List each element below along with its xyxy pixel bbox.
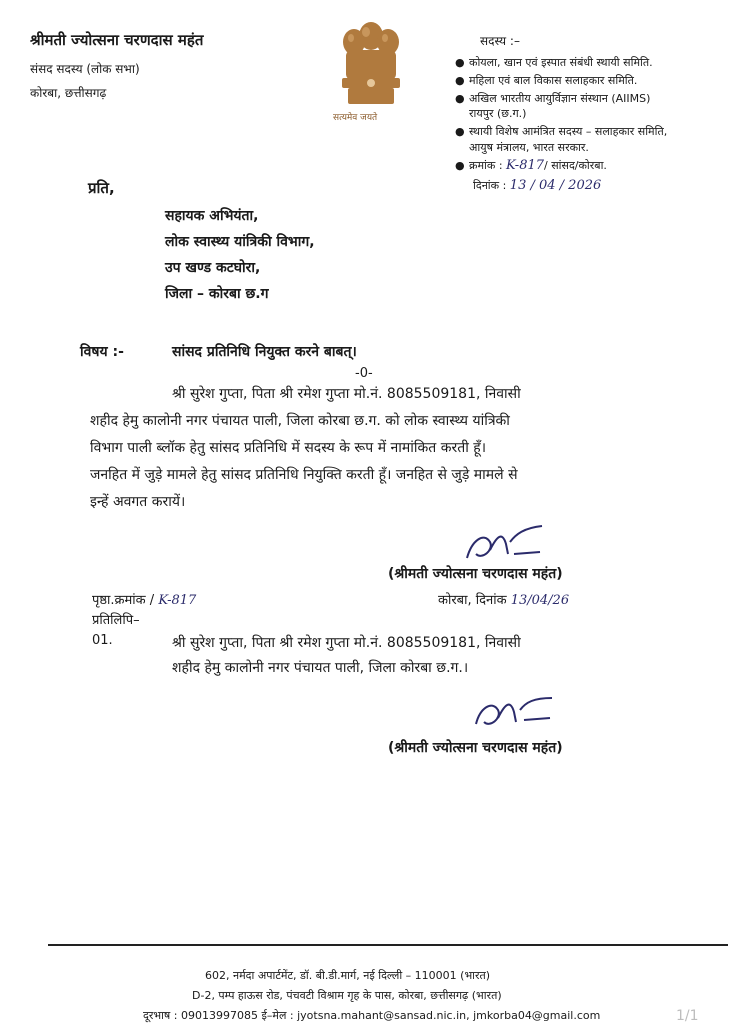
bullet-icon: ●	[455, 74, 465, 87]
page-indicator: 1/1	[676, 1008, 699, 1024]
membership-item: ● महिला एवं बाल विकास सलाहकार समिति.	[455, 74, 638, 87]
salutation: प्रति,	[88, 179, 115, 197]
sender-place: कोरबा, छत्तीसगढ़	[30, 86, 107, 100]
signatory-name: (श्रीमती ज्योत्सना चरणदास महंत)	[388, 566, 563, 582]
body-line: जनहित में जुड़े मामले हेतु सांसद प्रतिनिधि नियुक्ति करती हूँ। जनहित से जुड़े मामले से	[90, 467, 518, 483]
subject-label: विषय :-	[80, 344, 124, 360]
membership-item: ● स्थायी विशेष आमंत्रित सदस्य – सलाहकार समिति,	[455, 125, 668, 138]
membership-item: ● कोयला, खान एवं इस्पात संबंधी स्थायी समिति.	[455, 56, 653, 69]
endorsement-date: कोरबा, दिनांक 13/04/26	[438, 593, 570, 608]
bullet-icon: ●	[455, 125, 465, 138]
body-line: श्री सुरेश गुप्ता, पिता श्री रमेश गुप्ता मो.नं. 8085509181, निवासी	[172, 386, 521, 402]
subject-text: सांसद प्रतिनिधि नियुक्त करने बाबत्।	[172, 344, 357, 360]
reference-number: ● क्रमांक : K-817/ सांसद/कोरबा.	[455, 158, 607, 173]
copy-label: प्रतिलिपि–	[92, 613, 140, 628]
body-line: इन्हें अवगत करायें।	[90, 494, 186, 510]
recipient-line: सहायक अभियंता,	[165, 208, 259, 224]
footer-address-korba: D-2, पम्प हाऊस रोड, पंचवटी विश्राम गृह के पास, कोरबा, छत्तीसगढ़ (भारत)	[192, 989, 502, 1002]
recipient-line: उप खण्ड कटघोरा,	[165, 260, 261, 276]
emblem-motto: सत्यमेव जयते	[333, 113, 378, 123]
sender-designation: संसद सदस्य (लोक सभा)	[30, 62, 140, 76]
copy-line: श्री सुरेश गुप्ता, पिता श्री रमेश गुप्ता मो.नं. 8085509181, निवासी	[172, 635, 521, 651]
footer-contact: दूरभाष : 09013997085 ई–मेल : jyotsna.mahant@sansad.nic.in, jmkorba04@gmail.com	[143, 1009, 601, 1022]
endorsement-reference: पृष्ठा.क्रमांक / K-817	[92, 593, 197, 608]
membership-item: ● अखिल भारतीय आयुर्विज्ञान संस्थान (AIIMS)	[455, 92, 651, 105]
handwritten-signature	[462, 520, 552, 570]
letter-date: दिनांक : 13 / 04 / 2026	[473, 178, 602, 193]
membership-item-continued: रायपुर (छ.ग.)	[469, 107, 527, 120]
sender-name: श्रीमती ज्योत्सना चरणदास महंत	[30, 31, 204, 49]
footer-address-delhi: 602, नर्मदा अपार्टमेंट, डॉ. बी.डी.मार्ग, नई दिल्ली – 110001 (भारत)	[205, 969, 491, 982]
membership-item-continued: आयुष मंत्रालय, भारत सरकार.	[469, 141, 589, 154]
recipient-line: जिला – कोरबा छ.ग	[165, 286, 269, 302]
copy-line: शहीद हेमु कालोनी नगर पंचायत पाली, जिला कोरबा छ.ग.।	[172, 660, 469, 676]
bullet-icon: ●	[455, 56, 465, 69]
bullet-icon: ●	[455, 159, 465, 172]
footer-divider	[48, 944, 728, 946]
handwritten-signature	[470, 688, 560, 736]
copy-number: 01.	[92, 633, 113, 648]
body-line: शहीद हेमु कालोनी नगर पंचायत पाली, जिला कोरबा छ.ग. को लोक स्वास्थ्य यांत्रिकी	[90, 413, 510, 429]
body-line: विभाग पाली ब्लॉक हेतु सांसद प्रतिनिधि में सदस्य के रूप में नामांकित करती हूँ।	[90, 440, 487, 456]
signatory-name: (श्रीमती ज्योत्सना चरणदास महंत)	[388, 740, 563, 756]
subject-separator: -0-	[355, 366, 373, 381]
bullet-icon: ●	[455, 92, 465, 105]
recipient-line: लोक स्वास्थ्य यांत्रिकी विभाग,	[165, 234, 315, 250]
memberships-label: सदस्य :–	[480, 34, 520, 48]
